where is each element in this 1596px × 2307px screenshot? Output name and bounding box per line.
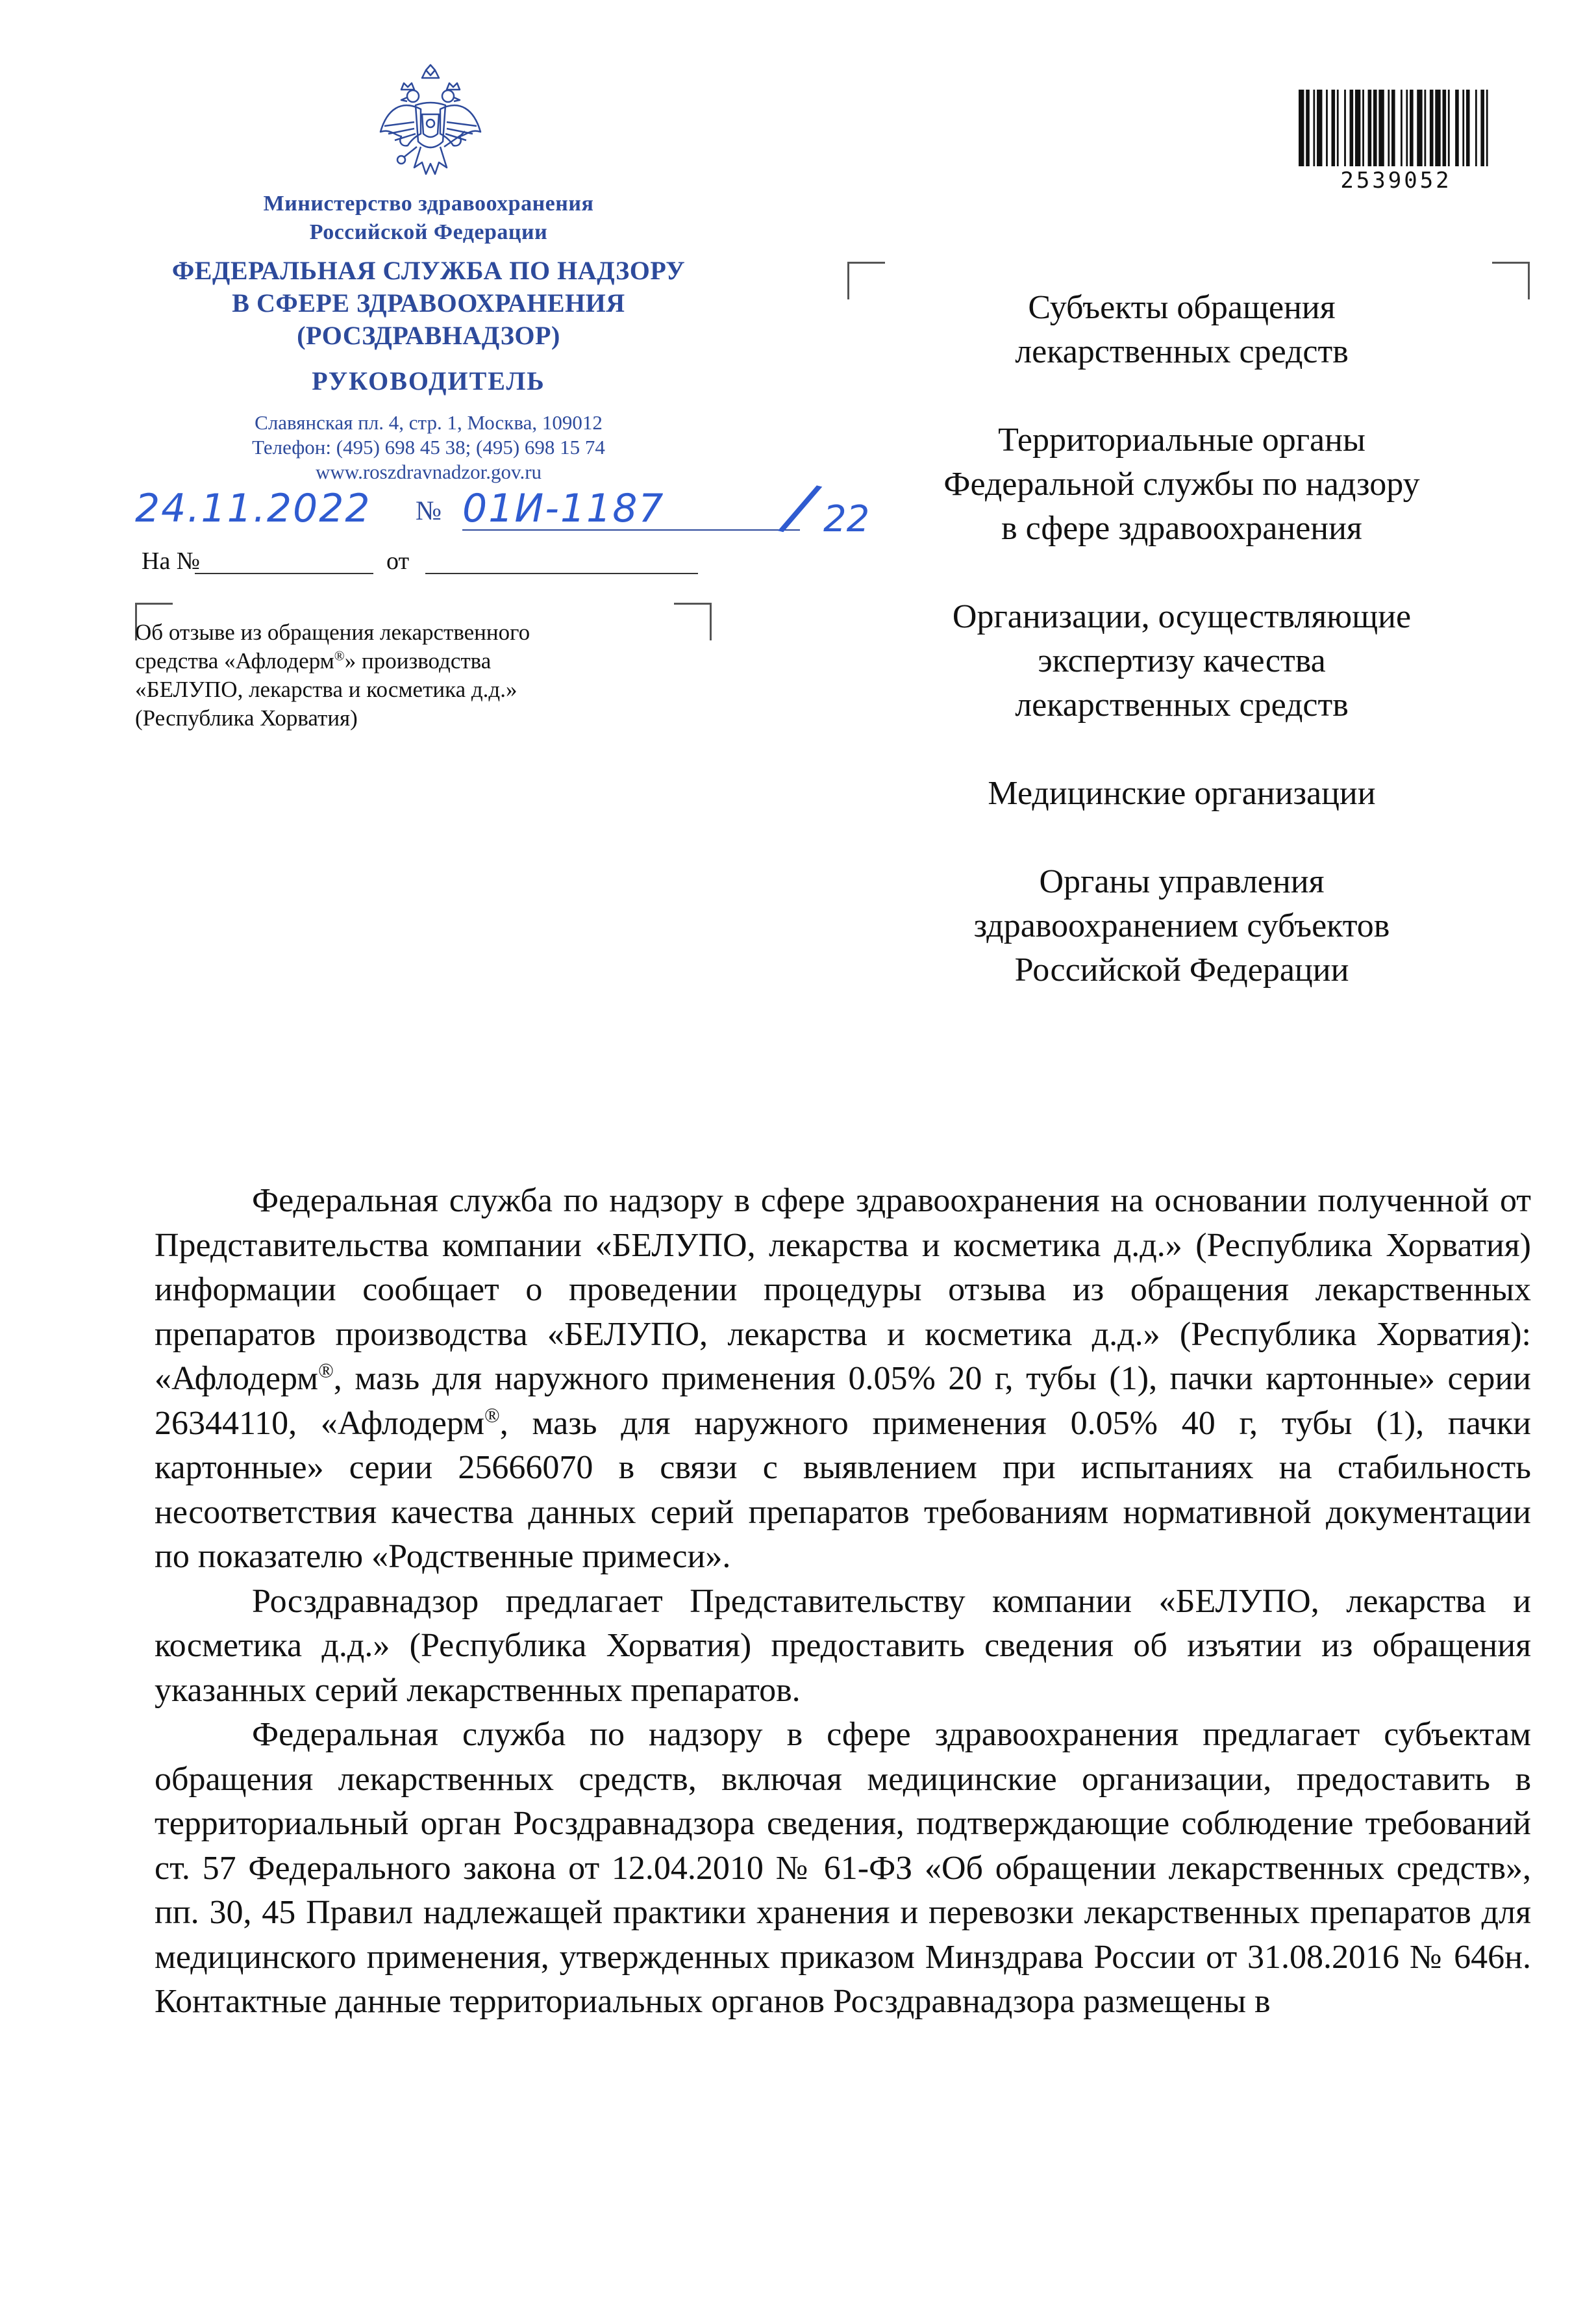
addressee-group: [883, 772, 1480, 816]
barcode-bar: [1448, 90, 1450, 166]
addressee-line: Организации, осуществляющие: [952, 598, 1412, 635]
barcode-bar: [1299, 90, 1304, 166]
addressee-line: в сфере здравоохранения: [1001, 510, 1362, 547]
reference-number-label: На №: [142, 548, 201, 575]
addressee-line: Субъекты обращения: [1028, 289, 1336, 326]
addressee-line: здравоохранением субъектов: [973, 907, 1390, 944]
address-bracket-right: [1492, 262, 1530, 299]
barcode-bar: [1401, 90, 1403, 166]
barcode-bar: [1337, 90, 1339, 166]
barcode-bar: [1435, 90, 1440, 166]
reference-number-blank: [195, 573, 373, 574]
body-paragraph: Росздравнадзор предлагает Представительству компании «БЕЛУПО, лекарства и косметика д.д.» (Республика Хорватия) предоставить сведения об изъятии из обращения указанных серий лекарственных препаратов.: [155, 1582, 1531, 1709]
barcode-bar: [1326, 90, 1328, 166]
addressee-line: Российской Федерации: [1014, 952, 1349, 989]
website-link[interactable]: www.roszdravnadzor.gov.ru: [315, 460, 542, 483]
subject-bracket-right: [674, 603, 712, 640]
postal-address: Славянская пл. 4, стр. 1, Москва, 109012: [255, 411, 603, 434]
addressee-group: [883, 286, 1480, 374]
body-paragraph: Федеральная служба по надзору в сфере здравоохранения предлагает субъектам обращения лекарственных средств, включая медицинские организации, предоставить в территориальный орган Росздравнадзора сведения, подтверждающие соблюдение требований ст. 57 Федерального закона от 12.04.2010 № 61-ФЗ «Об обращении лекарственных средств», пп. 30, 45 Правил надлежащей практики хранения и перевозки лекарственных препаратов для медицинского применения, утвержденных приказом Минздрава России от 31.08.2016 № 646н. Контактные данные территориальных органов Росздравнадзора размещены в: [155, 1716, 1531, 2020]
barcode-bar: [1350, 90, 1354, 166]
barcode-bar: [1443, 90, 1447, 166]
subject-line: Об отзыве из обращения лекарственного: [135, 620, 530, 645]
barcode-bar: [1406, 90, 1408, 166]
barcode-bar: [1486, 90, 1488, 166]
service-name: [110, 255, 747, 352]
barcode-bar: [1480, 90, 1484, 166]
address-bracket-left: [847, 262, 885, 299]
coat-of-arms-icon: [375, 64, 486, 184]
barcode-bar: [1462, 90, 1464, 166]
service-line: (РОСЗДРАВНАДЗОР): [297, 321, 560, 350]
addressee-line: экспертизу качества: [1038, 642, 1326, 679]
barcode-bar: [1373, 90, 1377, 166]
reference-date-label: от: [386, 548, 410, 575]
subject-line: (Республика Хорватия): [135, 705, 358, 731]
letter-subject: [135, 618, 655, 733]
addressee-line: Федеральной службы по надзору: [943, 466, 1420, 503]
barcode-bar: [1368, 90, 1372, 166]
addressee-line: лекарственных средств: [1015, 687, 1349, 724]
addressee-line: Медицинские организации: [988, 775, 1376, 812]
number-sign: №: [416, 496, 442, 526]
barcode-bar: [1455, 90, 1459, 166]
barcode-bar: [1306, 90, 1310, 166]
addressee-group: [883, 860, 1480, 992]
barcode-bar: [1388, 90, 1390, 166]
barcode-bar: [1430, 90, 1434, 166]
barcode-bar: [1362, 90, 1364, 166]
barcode-bar: [1313, 90, 1315, 166]
registration-year: 22: [823, 498, 870, 540]
barcode: [1299, 90, 1493, 166]
registration-date: 24.11.2022: [135, 486, 371, 531]
registration-slash: /: [780, 467, 820, 547]
phone-numbers: Телефон: (495) 698 45 38; (495) 698 15 74: [252, 436, 605, 459]
barcode-bar: [1424, 90, 1426, 166]
subject-line: средства «Афлодерм®» производства: [135, 648, 492, 674]
ministry-line: Российской Федерации: [309, 220, 548, 244]
addressee-line: Территориальные органы: [998, 422, 1365, 459]
addressee-list: [883, 286, 1480, 1037]
addressee-line: лекарственных средств: [1015, 333, 1349, 370]
barcode-bar: [1391, 90, 1395, 166]
body-paragraph: Федеральная служба по надзору в сфере здравоохранения на основании полученной от Представительства компании «БЕЛУПО, лекарства и косметика д.д.» (Республика Хорватия) информации сообщает о проведении процедуры отзыва из обращения лекарственных препаратов производства «БЕЛУПО, лекарства и косметика д.д.» (Республика Хорватия): «Афлодерм®, мазь для наружного применения 0.05% 20 г, тубы (1), пачки картонные» серии 26344110, «Афлодерм®, мазь для наружного применения 0.05% 40 г, тубы (1), пачки картонные» серии 25666070 в связи с выявлением при испытаниях на стабильность несоответствия качества данных серий препаратов требованиям нормативной документации по показателю «Родственные примеси».: [155, 1182, 1531, 1575]
barcode-bar: [1475, 90, 1477, 166]
letter-body: [155, 1179, 1531, 2024]
ministry-name: [110, 190, 747, 247]
subject-line: «БЕЛУПО, лекарства и косметика д.д.»: [135, 677, 517, 702]
barcode-bar: [1344, 90, 1346, 166]
reference-date-blank: [425, 573, 698, 574]
ministry-line: Министерство здравоохранения: [263, 192, 594, 216]
barcode-number: 2539052: [1340, 168, 1452, 194]
registration-number: 01И-1187: [462, 486, 665, 531]
addressee-group: [883, 595, 1480, 727]
head-title: РУКОВОДИТЕЛЬ: [312, 366, 545, 396]
addressee-group: [883, 418, 1480, 551]
contact-block: [110, 410, 747, 485]
barcode-bar: [1466, 90, 1470, 166]
barcode-bar: [1378, 90, 1384, 166]
service-line: В СФЕРЕ ЗДРАВООХРАНЕНИЯ: [232, 288, 625, 318]
barcode-bar: [1331, 90, 1335, 166]
barcode-bar: [1410, 90, 1414, 166]
addressee-line: Органы управления: [1039, 863, 1325, 900]
barcode-bar: [1417, 90, 1422, 166]
service-line: ФЕДЕРАЛЬНАЯ СЛУЖБА ПО НАДЗОРУ: [171, 256, 686, 285]
barcode-bar: [1317, 90, 1322, 166]
barcode-bar: [1355, 90, 1360, 166]
